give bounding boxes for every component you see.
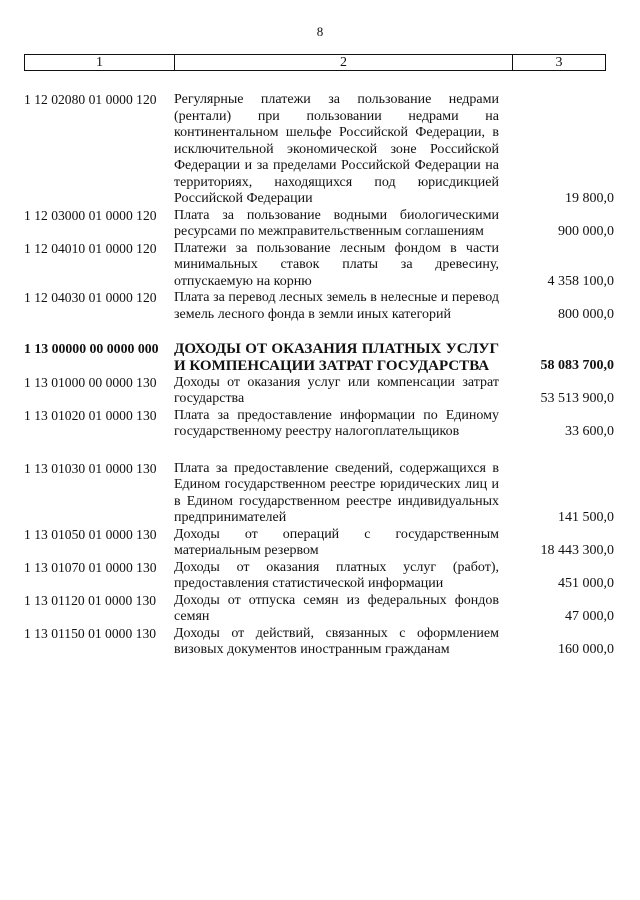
row-description: Доходы от оказания услуг или компенсации затрат государства xyxy=(174,374,499,407)
row-code: 1 13 01030 01 0000 130 xyxy=(24,460,157,476)
row-description: Регулярные платежи за пользование недрами (рентали) при пользовании недрами на континентальном шельфе Российской Федерации, в исключительной экономической зоне Российской Федерации и за пределами Российской Федерации на территориях, находящихся под юрисдикцией Российской Федерации xyxy=(174,92,499,206)
table-row-section-header xyxy=(0,341,640,375)
row-description: Плата за пользование водными биологическими ресурсами по межправительственным соглашениям xyxy=(174,207,499,239)
row-code: 1 12 03000 01 0000 120 xyxy=(24,207,157,223)
row-code: 1 13 01020 01 0000 130 xyxy=(24,407,157,423)
row-code: 1 13 01050 01 0000 130 xyxy=(24,526,157,542)
row-code: 1 12 04030 01 0000 120 xyxy=(24,290,157,305)
table-row xyxy=(0,461,640,527)
table-row xyxy=(0,626,640,659)
row-amount: 18 443 300,0 xyxy=(540,543,614,559)
header-col-2: 2 xyxy=(175,55,513,70)
row-code: 1 13 01150 01 0000 130 xyxy=(24,625,157,641)
row-amount: 141 500,0 xyxy=(558,510,614,526)
table-row xyxy=(0,408,640,441)
row-description: Платежи за пользование лесным фондом в части минимальных ставок платы за древесину, отпускаемую на корню xyxy=(174,240,499,289)
row-code: 1 12 04010 01 0000 120 xyxy=(24,240,157,256)
table-row xyxy=(0,560,640,593)
table-row xyxy=(0,208,640,241)
table-row xyxy=(0,375,640,408)
row-code: 1 13 01000 00 0000 130 xyxy=(24,374,157,390)
table-row xyxy=(0,241,640,291)
row-description: Плата за предоставление сведений, содержащихся в Едином государственном реестре юридических лиц и в Едином государственном реестре индивидуальных предпринимателей xyxy=(174,460,499,526)
table-row xyxy=(0,290,640,323)
row-description: Доходы от действий, связанных с оформлением визовых документов иностранным гражданам xyxy=(174,625,499,658)
row-description: Доходы от отпуска семян из федеральных фондов семян xyxy=(174,592,499,625)
row-amount: 47 000,0 xyxy=(565,609,614,625)
row-code: 1 13 01070 01 0000 130 xyxy=(24,559,157,575)
header-col-3: 3 xyxy=(555,55,563,70)
row-code: 1 12 02080 01 0000 120 xyxy=(24,92,157,107)
table-header xyxy=(24,54,606,71)
row-amount: 33 600,0 xyxy=(565,424,614,440)
table-row xyxy=(0,593,640,626)
budget-table xyxy=(0,92,640,659)
row-description: ДОХОДЫ ОТ ОКАЗАНИЯ ПЛАТНЫХ УСЛУГ И КОМПЕНСАЦИИ ЗАТРАТ ГОСУДАРСТВА xyxy=(174,341,499,374)
row-amount: 53 513 900,0 xyxy=(540,391,614,407)
table-row xyxy=(0,527,640,560)
row-amount: 58 083 700,0 xyxy=(540,358,614,374)
row-amount: 800 000,0 xyxy=(558,306,614,322)
row-code: 1 13 00000 00 0000 000 xyxy=(24,341,159,356)
table-row xyxy=(0,92,640,208)
row-amount: 4 358 100,0 xyxy=(547,273,614,289)
row-amount: 19 800,0 xyxy=(565,191,614,206)
row-code: 1 13 01120 01 0000 130 xyxy=(24,592,157,608)
row-description: Плата за предоставление информации по Единому государственному реестру налогоплательщиков xyxy=(174,407,499,440)
row-description: Доходы от операций с государственным материальным резервом xyxy=(174,526,499,559)
row-amount: 900 000,0 xyxy=(558,224,614,239)
row-amount: 160 000,0 xyxy=(558,642,614,658)
page-number: 8 xyxy=(316,24,324,39)
row-amount: 451 000,0 xyxy=(558,576,614,592)
row-description: Плата за перевод лесных земель в нелесные и перевод земель лесного фонда в земли иных категорий xyxy=(174,290,499,322)
row-description: Доходы от оказания платных услуг (работ), предоставления статистической информации xyxy=(174,559,499,592)
header-col-1: 1 xyxy=(25,55,175,70)
